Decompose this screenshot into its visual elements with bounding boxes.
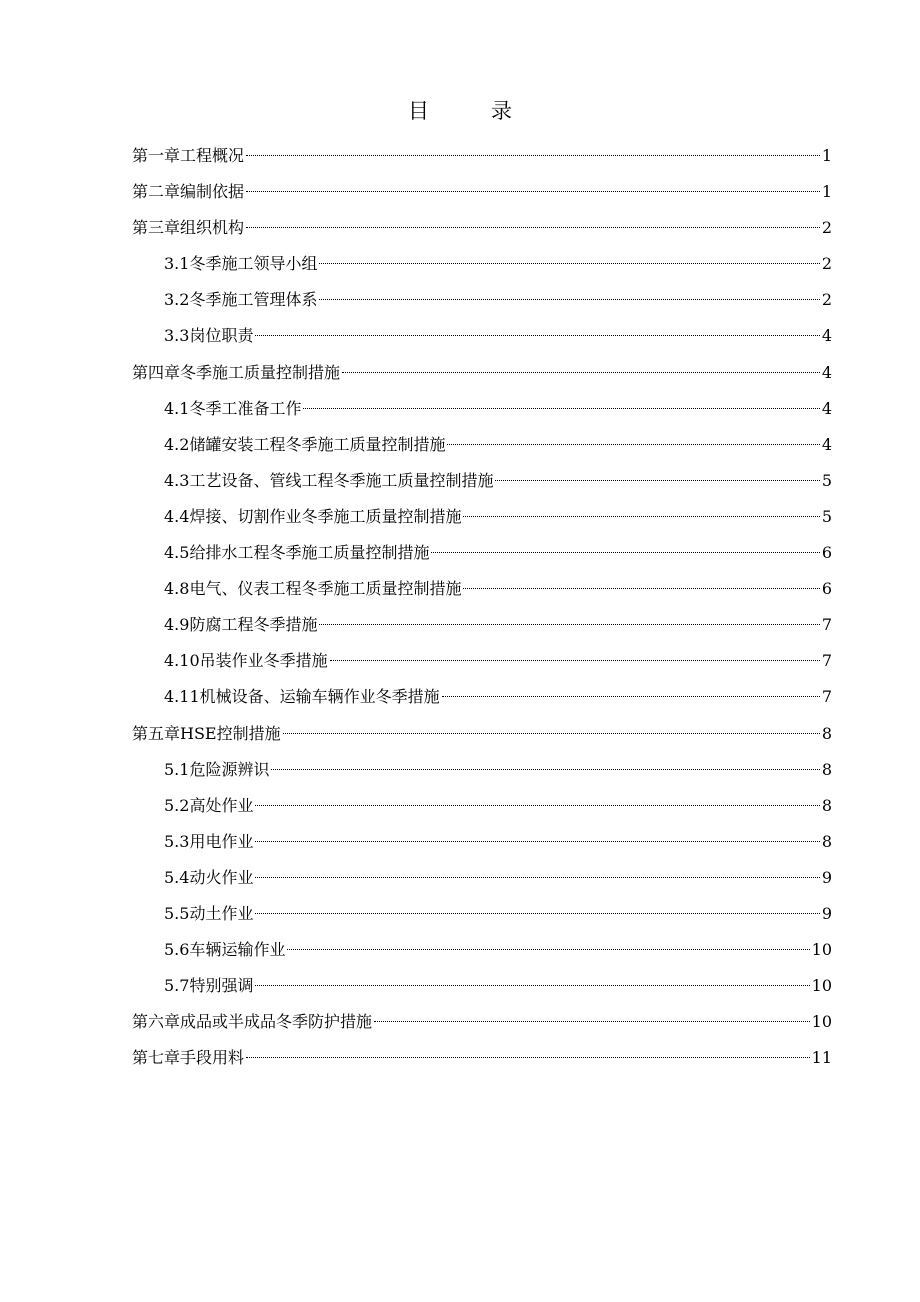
toc-dot-leader xyxy=(319,624,819,625)
toc-entry[interactable] xyxy=(132,716,832,752)
toc-entry-label: 4.5给排水工程冬季施工质量控制措施 xyxy=(164,543,430,563)
toc-entry-label: 第六章成品或半成品冬季防护措施 xyxy=(132,1012,373,1032)
toc-entry[interactable] xyxy=(132,355,832,391)
toc-entry-page-number: 6 xyxy=(821,543,832,563)
toc-entry-page-number: 10 xyxy=(811,976,832,996)
toc-entry[interactable] xyxy=(132,643,832,679)
toc-dot-leader xyxy=(255,805,819,806)
toc-entry-label: 第七章手段用料 xyxy=(132,1048,245,1068)
toc-entry-label: 4.4焊接、切割作业冬季施工质量控制措施 xyxy=(164,506,462,526)
toc-entry[interactable] xyxy=(132,752,832,788)
toc-dot-leader xyxy=(447,444,819,445)
toc-entry-page-number: 8 xyxy=(821,723,832,743)
toc-dot-leader xyxy=(431,552,819,553)
toc-entry-label: 4.9防腐工程冬季措施 xyxy=(164,615,318,635)
toc-title: 目录 xyxy=(408,99,574,123)
toc-entry-label: 5.6车辆运输作业 xyxy=(164,940,286,960)
toc-entry-label: 第五章HSE控制措施 xyxy=(132,723,281,743)
toc-entry[interactable] xyxy=(132,571,832,607)
toc-entry-page-number: 11 xyxy=(811,1048,832,1068)
toc-entry[interactable] xyxy=(132,499,832,535)
toc-entry-page-number: 9 xyxy=(821,903,832,923)
toc-dot-leader xyxy=(255,877,819,878)
toc-entry[interactable] xyxy=(132,282,832,318)
toc-dot-leader xyxy=(319,263,819,264)
toc-entry[interactable] xyxy=(132,246,832,282)
toc-entry-page-number: 7 xyxy=(821,651,832,671)
toc-entry-label: 第一章工程概况 xyxy=(132,146,245,165)
toc-entry[interactable] xyxy=(132,932,832,968)
toc-entry[interactable] xyxy=(132,318,832,354)
toc-entry-page-number: 10 xyxy=(811,940,832,960)
toc-entry[interactable] xyxy=(132,896,832,932)
toc-dot-leader xyxy=(463,588,819,589)
toc-entry-page-number: 8 xyxy=(821,795,832,815)
toc-entry[interactable] xyxy=(132,824,832,860)
toc-entry-page-number: 4 xyxy=(821,362,832,382)
toc-dot-leader xyxy=(246,1057,810,1058)
toc-entry-label: 第二章编制依据 xyxy=(132,182,245,202)
toc-entry-label: 4.3工艺设备、管线工程冬季施工质量控制措施 xyxy=(164,470,494,490)
toc-dot-leader xyxy=(374,1021,810,1022)
toc-entry-page-number: 2 xyxy=(821,290,832,310)
toc-dot-leader xyxy=(246,191,820,192)
toc-entry-page-number: 7 xyxy=(821,615,832,635)
toc-entry-label: 第三章组织机构 xyxy=(132,218,245,238)
toc-entry[interactable] xyxy=(132,391,832,427)
toc-entry-page-number: 4 xyxy=(821,434,832,454)
toc-entry-page-number: 5 xyxy=(821,506,832,526)
toc-dot-leader xyxy=(495,480,819,481)
toc-entry-label: 5.3用电作业 xyxy=(164,831,254,851)
toc-entry-page-number: 1 xyxy=(821,146,832,165)
toc-entry[interactable] xyxy=(132,210,832,246)
toc-entry-page-number: 7 xyxy=(821,687,832,707)
toc-entry-label: 3.1冬季施工领导小组 xyxy=(164,254,318,274)
toc-entry-label: 3.3岗位职责 xyxy=(164,326,254,346)
toc-entry[interactable] xyxy=(132,860,832,896)
toc-dot-leader xyxy=(283,733,820,734)
toc-entry[interactable] xyxy=(132,788,832,824)
toc-entry-page-number: 2 xyxy=(821,254,832,274)
toc-entry-page-number: 5 xyxy=(821,470,832,490)
toc-entry-label: 第四章冬季施工质量控制措施 xyxy=(132,362,341,382)
toc-entry[interactable] xyxy=(132,463,832,499)
toc-list xyxy=(132,138,832,1076)
toc-entry-page-number: 9 xyxy=(821,867,832,887)
toc-entry-label: 4.2储罐安装工程冬季施工质量控制措施 xyxy=(164,434,446,454)
toc-dot-leader xyxy=(303,408,819,409)
toc-entry-page-number: 4 xyxy=(821,398,832,418)
toc-dot-leader xyxy=(330,660,820,661)
toc-entry-page-number: 8 xyxy=(821,759,832,779)
toc-entry-label: 5.1危险源辨识 xyxy=(164,759,270,779)
toc-entry[interactable] xyxy=(132,607,832,643)
toc-entry-label: 3.2冬季施工管理体系 xyxy=(164,290,318,310)
toc-entry-page-number: 4 xyxy=(821,326,832,346)
toc-dot-leader xyxy=(287,949,809,950)
toc-entry[interactable] xyxy=(132,679,832,715)
toc-entry-label: 4.11机械设备、运输车辆作业冬季措施 xyxy=(164,687,440,707)
toc-entry[interactable] xyxy=(132,138,832,174)
toc-entry-page-number: 1 xyxy=(821,182,832,202)
toc-dot-leader xyxy=(342,372,820,373)
toc-entry[interactable] xyxy=(132,535,832,571)
toc-entry[interactable] xyxy=(132,427,832,463)
toc-entry-label: 5.5动土作业 xyxy=(164,903,254,923)
toc-dot-leader xyxy=(463,516,819,517)
toc-entry-label: 4.10吊装作业冬季措施 xyxy=(164,651,328,671)
toc-entry-label: 5.4动火作业 xyxy=(164,867,254,887)
toc-dot-leader xyxy=(255,985,809,986)
toc-dot-leader xyxy=(255,841,819,842)
toc-entry-label: 5.7特别强调 xyxy=(164,976,254,996)
toc-entry-page-number: 2 xyxy=(821,218,832,238)
toc-entry[interactable] xyxy=(132,968,832,1004)
toc-dot-leader xyxy=(255,335,819,336)
toc-dot-leader xyxy=(246,227,820,228)
toc-entry-page-number: 8 xyxy=(821,831,832,851)
toc-dot-leader xyxy=(255,913,819,914)
toc-entry-page-number: 10 xyxy=(811,1012,832,1032)
toc-entry-page-number: 6 xyxy=(821,579,832,599)
toc-entry[interactable] xyxy=(132,1040,832,1076)
toc-entry-label: 4.1冬季工准备工作 xyxy=(164,398,302,418)
toc-dot-leader xyxy=(246,155,820,156)
toc-entry[interactable] xyxy=(132,1004,832,1040)
toc-dot-leader xyxy=(319,299,819,300)
toc-dot-leader xyxy=(442,696,820,697)
toc-entry-label: 4.8电气、仪表工程冬季施工质量控制措施 xyxy=(164,579,462,599)
toc-entry[interactable] xyxy=(132,174,832,210)
toc-entry-label: 5.2高处作业 xyxy=(164,795,254,815)
toc-dot-leader xyxy=(271,769,819,770)
